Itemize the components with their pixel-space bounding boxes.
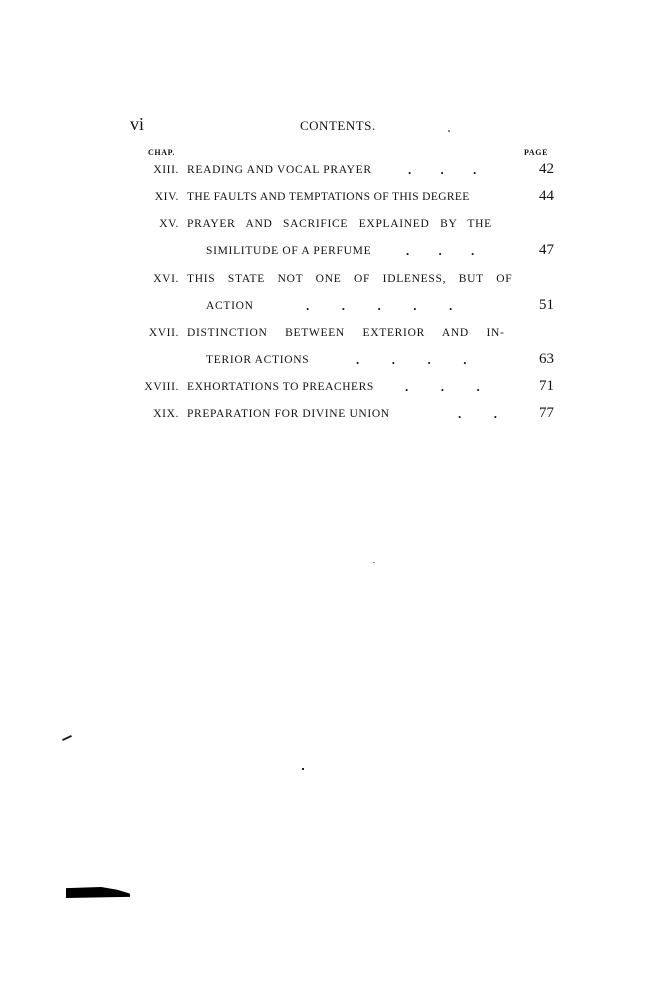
toc-entry-15-continued (0, 242, 655, 267)
toc-entry-16-continued (0, 297, 655, 322)
chapter-page: 51 (539, 297, 554, 313)
leader-dots: . . (458, 406, 497, 421)
chapter-page: 44 (539, 188, 554, 204)
chapter-title: THIS STATE NOT ONE OF IDLENESS, BUT OF (187, 273, 513, 285)
chapter-title-continued: TERIOR ACTIONS (206, 354, 310, 366)
toc-entry-13 (0, 161, 655, 186)
chapter-number: XIX. (153, 408, 179, 420)
chapter-number: XIII. (153, 164, 179, 176)
leader-dots: . . . . . (306, 298, 453, 313)
running-head: CONTENTS. (300, 118, 376, 133)
leader-dots: . . . (405, 379, 480, 394)
toc-entry-17-continued (0, 351, 655, 376)
chap-column-label: CHAP. (148, 148, 175, 157)
chapter-title: PRAYER AND SACRIFICE EXPLAINED BY THE (187, 218, 492, 230)
toc-entry-15 (0, 218, 655, 240)
chapter-number: XV. (159, 218, 179, 230)
scan-speck (302, 768, 304, 770)
toc-entry-14 (0, 188, 655, 213)
chapter-page: 47 (539, 242, 554, 258)
page-number: vi (130, 114, 145, 134)
toc-entry-18 (0, 378, 655, 403)
scan-speck (448, 130, 450, 132)
scan-speck (62, 735, 72, 741)
toc-entry-19 (0, 405, 655, 430)
chapter-page: 42 (539, 161, 554, 177)
leader-dots: . . . . (356, 352, 467, 367)
chapter-title: PREPARATION FOR DIVINE UNION (187, 408, 390, 420)
page-column-label: PAGE (524, 148, 549, 157)
chapter-title: THE FAULTS AND TEMPTATIONS OF THIS DEGREE (187, 191, 470, 203)
chapter-number: XVIII. (144, 381, 179, 393)
scan-smudge (66, 887, 130, 898)
chapter-page: 63 (539, 351, 554, 367)
toc-entry-16 (0, 273, 655, 295)
chapter-title: READING AND VOCAL PRAYER (187, 164, 372, 176)
chapter-number: XVII. (148, 327, 179, 339)
chapter-title-continued: SIMILITUDE OF A PERFUME (206, 245, 372, 257)
leader-dots: . . . (406, 243, 475, 258)
chapter-page: 71 (539, 378, 554, 394)
toc-entry-17 (0, 327, 655, 349)
chapter-title: EXHORTATIONS TO PREACHERS (187, 381, 374, 393)
chapter-number: XVI. (153, 273, 179, 285)
chapter-title: DISTINCTION BETWEEN EXTERIOR AND IN- (187, 327, 505, 339)
leader-dots: . . . (408, 162, 477, 177)
scan-speck (373, 562, 375, 563)
chapter-page: 77 (539, 405, 554, 421)
chapter-number: XIV. (154, 191, 179, 203)
chapter-title-continued: ACTION (206, 300, 254, 312)
